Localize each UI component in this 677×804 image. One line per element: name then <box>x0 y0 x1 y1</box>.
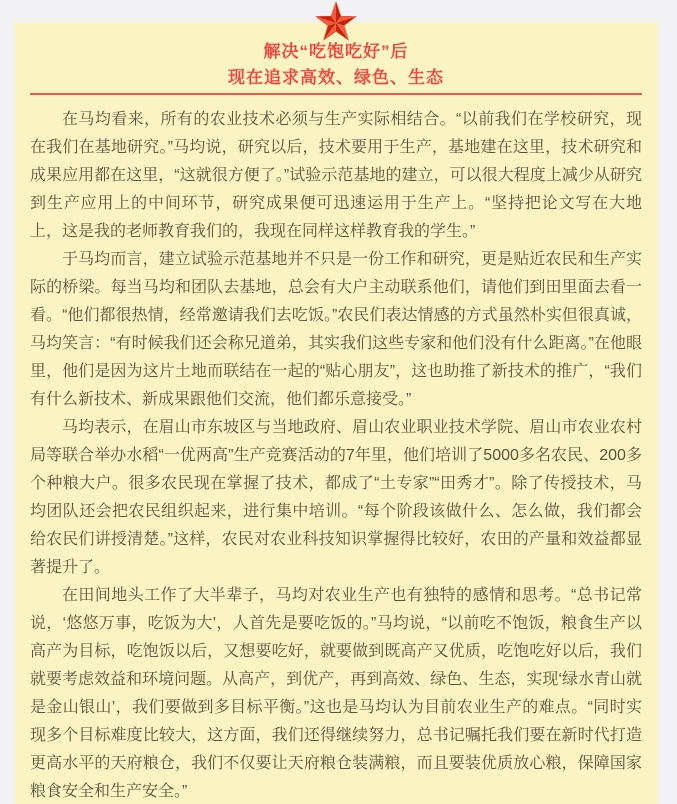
article-title-line2: 现在追求高效、绿色、生态 <box>228 68 444 87</box>
article-paragraph-3: 马均表示，在眉山市东坡区与当地政府、眉山农业职业技术学院、眉山市农业农村局等联合举办水稻“一优两高”生产竞赛活动的7年里，他们培训了5000多名农民、200多个种粮大户。很多农民现在掌握了技术，都成了“土专家”“田秀才”。除了传授技术，马均团队还会把农民组织起来，进行集中培训。“每个阶段该做什么、怎么做，我们都会给农民们讲授清楚。”这样，农民对农业科技知识掌握得比较好，农田的产量和效益都显著提升了。 <box>30 419 642 576</box>
article-paragraph-4: 在田间地头工作了大半辈子，马均对农业生产也有独特的感情和思考。“总书记常说，‘悠悠万事，吃饭为大’，人首先是要吃饭的。”马均说，“以前吃不饱饭，粮食生产以高产为目标，吃饱饭以后，又想要吃好，就要做到既高产又优质，吃饱吃好以后，我们就要考虑效益和环境问题。从高产，到优产，再到高效、绿色、生态，实现‘绿水青山就是金山银山’，我们要做到多目标平衡。”这也是马均认为目前农业生产的难点。“同时实现多个目标难度比较大，这方面，我们还得继续努力，总书记嘱托我们要在新时代打造更高水平的天府粮仓，我们不仅要让天府粮仓装满粮，而且要装优质放心粮，保障国家粮食安全和生产安全。” <box>30 587 642 800</box>
article-body <box>30 106 642 804</box>
title-divider <box>30 93 642 95</box>
article-paragraph-2: 于马均而言，建立试验示范基地并不只是一份工作和研究，更是贴近农民和生产实际的桥梁。每当马均和团队去基地，总会有大户主动联系他们，请他们到田里面去看一看。“他们都很热情，经常邀请我们去吃饭。”农民们表达情感的方式虽然朴实但很真诚，马均笑言：“有时候我们还会称兄道弟，其实我们这些专家和他们没有什么距离。”在他眼里，他们是因为这片土地而联结在一起的“贴心朋友”，这也助推了新技术的推广，“我们有什么新技术、新成果跟他们交流，他们都乐意接受。” <box>30 251 642 408</box>
article-title-line1: 解决“吃饱吃好”后 <box>263 42 409 61</box>
red-star-icon <box>313 1 359 45</box>
article-card <box>14 22 658 804</box>
article-paragraph-1: 在马均看来，所有的农业技术必须与生产实际相结合。“以前我们在学校研究，现在我们在基地研究。”马均说，研究以后，技术要用于生产，基地建在这里，技术研究和成果应用都在这里，“这就很方便了。”试验示范基地的建立，可以很大程度上减少从研究到生产应用上的中间环节，研究成果便可迅速运用于生产上。“坚持把论文写在大地上，这是我的老师教育我们的，我现在同样这样教育我的学生。” <box>30 111 642 240</box>
